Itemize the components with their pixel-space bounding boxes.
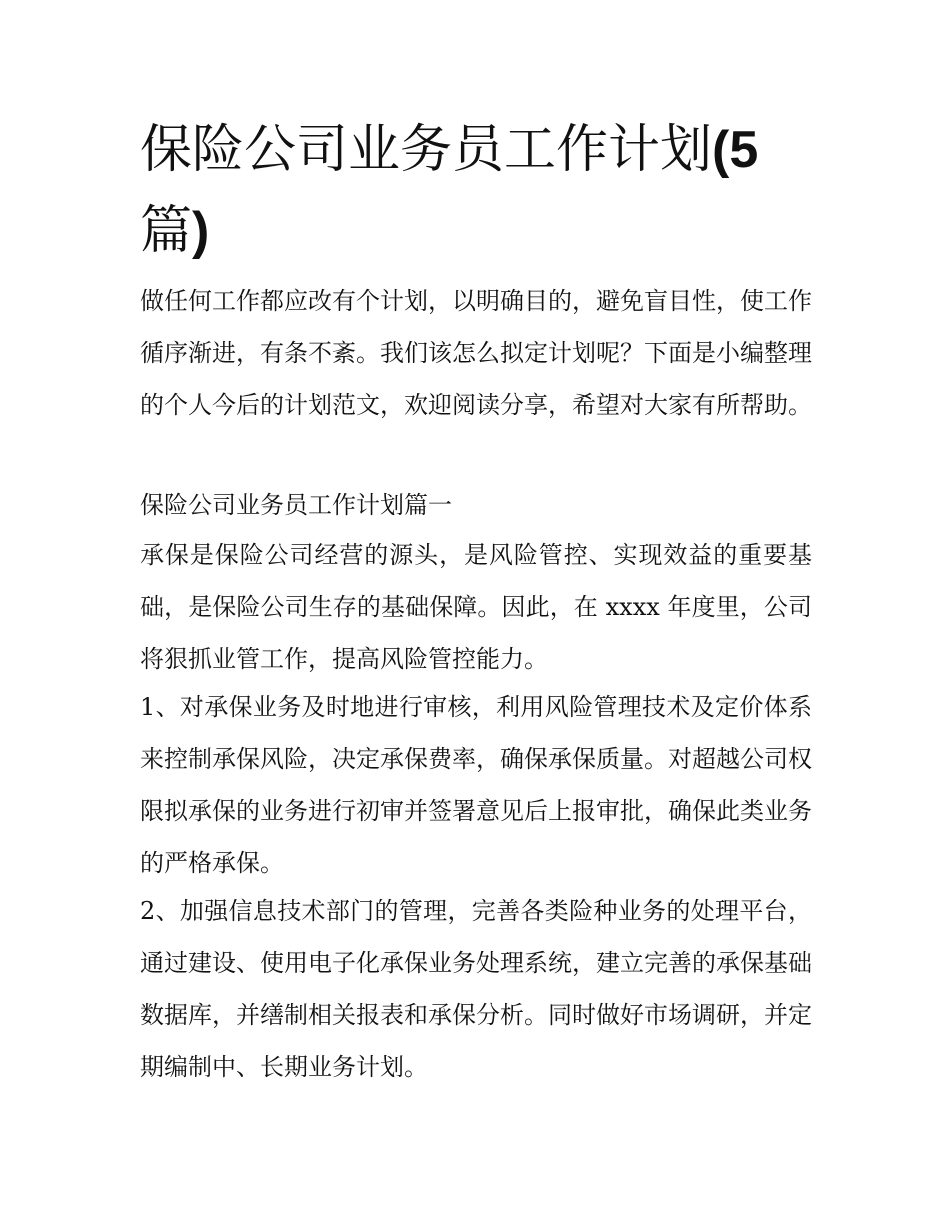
intro-paragraph: 做任何工作都应改有个计划，以明确目的，避免盲目性，使工作循序渐进，有条不紊。我们该怎么拟定计划呢？下面是小编整理的个人今后的计划范文，欢迎阅读分享，希望对大家有所帮助。 <box>140 287 812 419</box>
list-item-2: 2、加强信息技术部门的管理，完善各类险种业务的处理平台，通过建设、使用电子化承保业务处理系统，建立完善的承保基础数据库，并缮制相关报表和承保分析。同时做好市场调研，并定期编制中、长期业务计划。 <box>140 897 812 1081</box>
title-main: 保险公司业务员工作计划 <box>140 120 713 180</box>
title-suffix: (5 <box>712 121 759 179</box>
document-title <box>140 110 800 272</box>
paragraph-underwriting: 承保是保险公司经营的源头，是风险管控、实现效益的重要基础，是保险公司生存的基础保障。因此，在 xxxx 年度里，公司将狠抓业管工作，提高风险管控能力。 <box>140 541 812 673</box>
section-heading: 保险公司业务员工作计划篇一 <box>140 491 452 519</box>
title-line2-cjk: 篇 <box>140 201 193 261</box>
list-item-1: 1、对承保业务及时地进行审核，利用风险管理技术及定价体系来控制承保风险，决定承保费率，确保承保质量。对超越公司权限拟承保的业务进行初审并签署意见后上报审批，确保此类业务的严格承保。 <box>140 693 812 877</box>
title-line2-close: ) <box>192 202 210 260</box>
